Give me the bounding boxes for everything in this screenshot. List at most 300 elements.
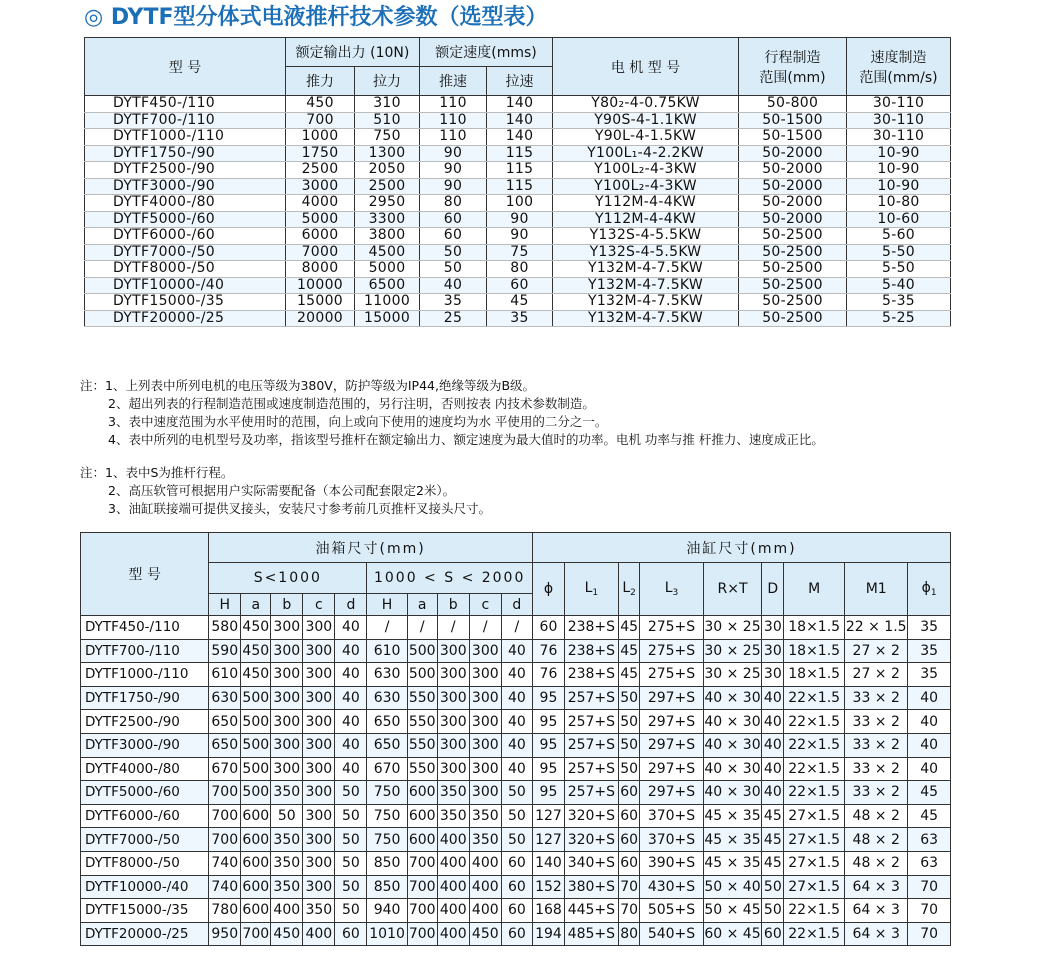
header-rated-speed: 额定速度(mms) bbox=[420, 38, 553, 67]
value-cell: 22×1.5 bbox=[784, 781, 845, 805]
value-cell: 1000 bbox=[286, 129, 355, 146]
value-cell: 48 × 2 bbox=[845, 828, 908, 852]
table-row bbox=[81, 710, 951, 734]
header-m: M bbox=[784, 563, 845, 616]
value-cell: 300 bbox=[271, 710, 303, 734]
value-cell: 450 bbox=[241, 616, 271, 640]
value-cell: Y100L₂-4-3KW bbox=[553, 162, 739, 179]
value-cell: 500 bbox=[241, 710, 271, 734]
value-cell: 50 bbox=[618, 710, 640, 734]
value-cell: 40 bbox=[762, 733, 784, 757]
value-cell: 50-2500 bbox=[739, 228, 847, 245]
value-cell: 30-110 bbox=[847, 96, 951, 113]
value-cell: 450 bbox=[241, 663, 271, 687]
value-cell: 70 bbox=[908, 875, 951, 899]
value-cell: 50 bbox=[335, 804, 367, 828]
value-cell: 18×1.5 bbox=[784, 639, 845, 663]
value-cell: 450 bbox=[241, 639, 271, 663]
value-cell: 45 × 35 bbox=[703, 804, 762, 828]
value-cell: 50-2500 bbox=[739, 261, 847, 278]
model-cell: DYTF2500-/90 bbox=[81, 710, 209, 734]
value-cell: 297+S bbox=[640, 686, 703, 710]
header-speed-range-line1: 速度制造 bbox=[870, 49, 927, 66]
header-c: c bbox=[469, 594, 501, 616]
value-cell: 40 × 30 bbox=[703, 733, 762, 757]
value-cell: 90 bbox=[487, 211, 553, 228]
value-cell: 350 bbox=[469, 804, 501, 828]
header-tank-dimensions: 油箱尺寸(mm) bbox=[209, 533, 533, 563]
model-cell: DYTF3000-/90 bbox=[81, 733, 209, 757]
value-cell: 10-90 bbox=[847, 162, 951, 179]
value-cell: 50 bbox=[335, 828, 367, 852]
value-cell: 850 bbox=[367, 875, 407, 899]
table-row bbox=[81, 663, 951, 687]
value-cell: 257+S bbox=[564, 757, 618, 781]
value-cell: 320+S bbox=[564, 828, 618, 852]
value-cell: 95 bbox=[532, 757, 564, 781]
value-cell: 850 bbox=[367, 851, 407, 875]
header-a: a bbox=[241, 594, 271, 616]
value-cell: 80 bbox=[618, 922, 640, 946]
value-cell: / bbox=[437, 616, 469, 640]
value-cell: 238+S bbox=[564, 663, 618, 687]
table-row bbox=[85, 145, 951, 162]
value-cell: 40 bbox=[762, 781, 784, 805]
value-cell: 300 bbox=[271, 639, 303, 663]
value-cell: 600 bbox=[241, 851, 271, 875]
header-l1-sub: 1 bbox=[592, 588, 599, 598]
value-cell: 60 bbox=[532, 616, 564, 640]
model-cell: DYTF15000-/35 bbox=[81, 899, 209, 923]
value-cell: 300 bbox=[437, 663, 469, 687]
table-row bbox=[85, 211, 951, 228]
table-row bbox=[81, 899, 951, 923]
table-row bbox=[85, 96, 951, 113]
value-cell: 5-35 bbox=[847, 294, 951, 311]
value-cell: 22×1.5 bbox=[784, 733, 845, 757]
value-cell: 50-2000 bbox=[739, 145, 847, 162]
header-l3 bbox=[640, 563, 703, 616]
note-line: 3、表中速度范围为水平使用时的范围，向上或向下使用的速度均为水 平使用的二分之一。 bbox=[108, 414, 608, 429]
value-cell: 140 bbox=[487, 129, 553, 146]
value-cell: 50-2000 bbox=[739, 211, 847, 228]
value-cell: 300 bbox=[437, 733, 469, 757]
value-cell: 6000 bbox=[286, 228, 355, 245]
value-cell: 780 bbox=[209, 899, 241, 923]
value-cell: 90 bbox=[420, 162, 487, 179]
header-cylinder-dimensions: 油缸尺寸(mm) bbox=[532, 533, 950, 563]
value-cell: 80 bbox=[487, 261, 553, 278]
model-cell: DYTF2500-/90 bbox=[85, 162, 286, 179]
value-cell: 650 bbox=[209, 733, 241, 757]
value-cell: 4500 bbox=[355, 244, 420, 261]
value-cell: 33 × 2 bbox=[845, 757, 908, 781]
value-cell: Y100L₂-4-3KW bbox=[553, 178, 739, 195]
value-cell: 400 bbox=[437, 899, 469, 923]
value-cell: Y112M-4-4KW bbox=[553, 195, 739, 212]
value-cell: 27 × 2 bbox=[845, 639, 908, 663]
value-cell: 60 bbox=[501, 899, 532, 923]
value-cell: 5-40 bbox=[847, 277, 951, 294]
technical-parameters-table bbox=[84, 37, 951, 327]
value-cell: 297+S bbox=[640, 710, 703, 734]
value-cell: 115 bbox=[487, 178, 553, 195]
value-cell: 50 bbox=[335, 851, 367, 875]
value-cell: 650 bbox=[367, 733, 407, 757]
value-cell: 275+S bbox=[640, 616, 703, 640]
model-cell: DYTF1750-/90 bbox=[81, 686, 209, 710]
value-cell: 600 bbox=[241, 875, 271, 899]
value-cell: 6500 bbox=[355, 277, 420, 294]
value-cell: 50 bbox=[501, 781, 532, 805]
value-cell: 300 bbox=[437, 686, 469, 710]
value-cell: 90 bbox=[420, 145, 487, 162]
value-cell: 40 bbox=[335, 733, 367, 757]
value-cell: 580 bbox=[209, 616, 241, 640]
value-cell: 30 × 25 bbox=[703, 616, 762, 640]
value-cell: 35 bbox=[908, 639, 951, 663]
value-cell: 500 bbox=[407, 663, 437, 687]
model-cell: DYTF8000-/50 bbox=[81, 851, 209, 875]
value-cell: 10-90 bbox=[847, 145, 951, 162]
value-cell: 300 bbox=[303, 757, 335, 781]
value-cell: 40 bbox=[420, 277, 487, 294]
value-cell: 40 bbox=[908, 733, 951, 757]
table-row bbox=[85, 162, 951, 179]
value-cell: 370+S bbox=[640, 828, 703, 852]
value-cell: 600 bbox=[407, 781, 437, 805]
value-cell: 60 bbox=[618, 828, 640, 852]
value-cell: 300 bbox=[271, 663, 303, 687]
value-cell: 33 × 2 bbox=[845, 781, 908, 805]
header-a: a bbox=[407, 594, 437, 616]
value-cell: 600 bbox=[241, 899, 271, 923]
header-rxt: R×T bbox=[703, 563, 762, 616]
value-cell: 7000 bbox=[286, 244, 355, 261]
model-cell: DYTF7000-/50 bbox=[81, 828, 209, 852]
value-cell: 64 × 3 bbox=[845, 875, 908, 899]
value-cell: 300 bbox=[303, 616, 335, 640]
value-cell: 700 bbox=[407, 899, 437, 923]
page-title: ◎ DYTF型分体式电液推杆技术参数（选型表） bbox=[84, 5, 548, 30]
value-cell: 700 bbox=[407, 875, 437, 899]
value-cell: 152 bbox=[532, 875, 564, 899]
value-cell: 590 bbox=[209, 639, 241, 663]
value-cell: 300 bbox=[437, 639, 469, 663]
value-cell: 350 bbox=[303, 899, 335, 923]
header-pull-speed: 拉速 bbox=[487, 67, 553, 96]
value-cell: 33 × 2 bbox=[845, 686, 908, 710]
value-cell: 300 bbox=[469, 663, 501, 687]
model-cell: DYTF20000-/25 bbox=[85, 310, 286, 327]
value-cell: 76 bbox=[532, 639, 564, 663]
value-cell: 700 bbox=[286, 112, 355, 129]
value-cell: 45 bbox=[908, 781, 951, 805]
value-cell: 30-110 bbox=[847, 129, 951, 146]
value-cell: 2950 bbox=[355, 195, 420, 212]
value-cell: 740 bbox=[209, 851, 241, 875]
value-cell: 350 bbox=[437, 781, 469, 805]
header-h: H bbox=[367, 594, 407, 616]
model-cell: DYTF1750-/90 bbox=[85, 145, 286, 162]
header-l2-letter: L bbox=[622, 580, 631, 596]
value-cell: 45 × 35 bbox=[703, 828, 762, 852]
value-cell: 27×1.5 bbox=[784, 851, 845, 875]
value-cell: 18×1.5 bbox=[784, 663, 845, 687]
value-cell: / bbox=[501, 616, 532, 640]
header-phi: ϕ bbox=[532, 563, 564, 616]
value-cell: 22×1.5 bbox=[784, 757, 845, 781]
value-cell: 505+S bbox=[640, 899, 703, 923]
value-cell: 30 bbox=[762, 663, 784, 687]
value-cell: 63 bbox=[908, 851, 951, 875]
value-cell: 40 bbox=[335, 663, 367, 687]
table-row bbox=[81, 875, 951, 899]
value-cell: 115 bbox=[487, 145, 553, 162]
header-b: b bbox=[437, 594, 469, 616]
value-cell: 300 bbox=[437, 710, 469, 734]
value-cell: 60 × 45 bbox=[703, 922, 762, 946]
value-cell: / bbox=[469, 616, 501, 640]
table-row bbox=[85, 277, 951, 294]
value-cell: 3000 bbox=[286, 178, 355, 195]
value-cell: 750 bbox=[367, 828, 407, 852]
value-cell: 50 bbox=[762, 899, 784, 923]
value-cell: 300 bbox=[303, 781, 335, 805]
value-cell: 45 bbox=[618, 663, 640, 687]
value-cell: 1010 bbox=[367, 922, 407, 946]
value-cell: 510 bbox=[355, 112, 420, 129]
value-cell: 450 bbox=[469, 922, 501, 946]
value-cell: 11000 bbox=[355, 294, 420, 311]
value-cell: 40 bbox=[762, 686, 784, 710]
value-cell: 40 bbox=[501, 686, 532, 710]
value-cell: 40 bbox=[335, 686, 367, 710]
model-cell: DYTF20000-/25 bbox=[81, 922, 209, 946]
value-cell: 2500 bbox=[355, 178, 420, 195]
value-cell: 27×1.5 bbox=[784, 828, 845, 852]
value-cell: 40 × 30 bbox=[703, 710, 762, 734]
value-cell: 40 bbox=[335, 639, 367, 663]
value-cell: 18×1.5 bbox=[784, 616, 845, 640]
value-cell: 45 bbox=[618, 616, 640, 640]
value-cell: 60 bbox=[618, 804, 640, 828]
value-cell: 700 bbox=[209, 828, 241, 852]
model-cell: DYTF6000-/60 bbox=[81, 804, 209, 828]
value-cell: 40 bbox=[501, 639, 532, 663]
value-cell: 450 bbox=[286, 96, 355, 113]
value-cell: 400 bbox=[271, 899, 303, 923]
value-cell: 300 bbox=[303, 733, 335, 757]
value-cell: 297+S bbox=[640, 757, 703, 781]
value-cell: 50-2500 bbox=[739, 244, 847, 261]
header-rated-force: 额定输出力 (10N) bbox=[286, 38, 420, 67]
value-cell: 40 bbox=[908, 710, 951, 734]
notes-dimensions bbox=[80, 464, 491, 518]
header-b: b bbox=[271, 594, 303, 616]
value-cell: 500 bbox=[241, 733, 271, 757]
value-cell: 3800 bbox=[355, 228, 420, 245]
value-cell: 10-80 bbox=[847, 195, 951, 212]
value-cell: 257+S bbox=[564, 733, 618, 757]
value-cell: 650 bbox=[209, 710, 241, 734]
value-cell: 5-25 bbox=[847, 310, 951, 327]
value-cell: 750 bbox=[367, 781, 407, 805]
value-cell: 95 bbox=[532, 710, 564, 734]
value-cell: 40 bbox=[335, 616, 367, 640]
value-cell: 60 bbox=[501, 922, 532, 946]
model-cell: DYTF450-/110 bbox=[81, 616, 209, 640]
value-cell: 50 bbox=[501, 804, 532, 828]
value-cell: 300 bbox=[469, 710, 501, 734]
value-cell: 48 × 2 bbox=[845, 851, 908, 875]
value-cell: 15000 bbox=[355, 310, 420, 327]
value-cell: 80 bbox=[420, 195, 487, 212]
value-cell: 40 bbox=[501, 663, 532, 687]
value-cell: 50-2000 bbox=[739, 178, 847, 195]
table-row bbox=[85, 294, 951, 311]
value-cell: 50 bbox=[271, 804, 303, 828]
value-cell: 40 × 30 bbox=[703, 781, 762, 805]
note-line: 3、油缸联接端可提供叉接头，安装尺寸参考前几页推杆叉接头尺寸。 bbox=[108, 501, 491, 516]
header-phi1-sub: 1 bbox=[930, 588, 937, 598]
value-cell: 25 bbox=[420, 310, 487, 327]
header-pull: 拉力 bbox=[355, 67, 420, 96]
value-cell: 700 bbox=[209, 804, 241, 828]
value-cell: 5-50 bbox=[847, 244, 951, 261]
value-cell: 30 bbox=[762, 616, 784, 640]
value-cell: 50-1500 bbox=[739, 129, 847, 146]
header-stroke-range-line2: 范围(mm) bbox=[759, 69, 826, 86]
value-cell: 300 bbox=[303, 710, 335, 734]
value-cell: 630 bbox=[367, 663, 407, 687]
value-cell: 610 bbox=[209, 663, 241, 687]
model-cell: DYTF8000-/50 bbox=[85, 261, 286, 278]
value-cell: 22×1.5 bbox=[784, 922, 845, 946]
table-row bbox=[81, 757, 951, 781]
table-row bbox=[81, 616, 951, 640]
value-cell: 50-800 bbox=[739, 96, 847, 113]
value-cell: 310 bbox=[355, 96, 420, 113]
table-row bbox=[85, 261, 951, 278]
table-row bbox=[85, 178, 951, 195]
value-cell: 27×1.5 bbox=[784, 875, 845, 899]
table-row bbox=[85, 310, 951, 327]
value-cell: Y80₂-4-0.75KW bbox=[553, 96, 739, 113]
model-cell: DYTF10000-/40 bbox=[85, 277, 286, 294]
table-row bbox=[81, 804, 951, 828]
value-cell: 33 × 2 bbox=[845, 733, 908, 757]
value-cell: 500 bbox=[241, 686, 271, 710]
model-cell: DYTF450-/110 bbox=[85, 96, 286, 113]
value-cell: 90 bbox=[487, 228, 553, 245]
value-cell: 60 bbox=[501, 851, 532, 875]
value-cell: 500 bbox=[407, 639, 437, 663]
value-cell: 740 bbox=[209, 875, 241, 899]
value-cell: Y132M-4-7.5KW bbox=[553, 261, 739, 278]
header-s-1000-2000: 1000 < S < 2000 bbox=[367, 563, 533, 594]
value-cell: 300 bbox=[437, 757, 469, 781]
value-cell: 45 bbox=[762, 828, 784, 852]
table-row bbox=[81, 851, 951, 875]
model-cell: DYTF6000-/60 bbox=[85, 228, 286, 245]
value-cell: 110 bbox=[420, 129, 487, 146]
value-cell: 75 bbox=[487, 244, 553, 261]
value-cell: 20000 bbox=[286, 310, 355, 327]
value-cell: 700 bbox=[407, 922, 437, 946]
value-cell: 630 bbox=[209, 686, 241, 710]
value-cell: 76 bbox=[532, 663, 564, 687]
model-cell: DYTF10000-/40 bbox=[81, 875, 209, 899]
value-cell: 50 bbox=[762, 875, 784, 899]
value-cell: 60 bbox=[420, 211, 487, 228]
value-cell: 40 bbox=[335, 710, 367, 734]
model-cell: DYTF7000-/50 bbox=[85, 244, 286, 261]
value-cell: 600 bbox=[241, 828, 271, 852]
technical-parameters-body bbox=[85, 96, 951, 327]
value-cell: 550 bbox=[407, 686, 437, 710]
value-cell: 50 bbox=[420, 261, 487, 278]
value-cell: 600 bbox=[407, 828, 437, 852]
notes-motor bbox=[80, 377, 824, 449]
value-cell: 430+S bbox=[640, 875, 703, 899]
value-cell: 320+S bbox=[564, 804, 618, 828]
value-cell: 700 bbox=[209, 781, 241, 805]
value-cell: 300 bbox=[303, 851, 335, 875]
note-line: 注：1、表中S为推杆行程。 bbox=[80, 465, 234, 480]
value-cell: 50 × 40 bbox=[703, 875, 762, 899]
value-cell: 600 bbox=[407, 804, 437, 828]
value-cell: Y90S-4-1.1KW bbox=[553, 112, 739, 129]
model-cell: DYTF1000-/110 bbox=[81, 663, 209, 687]
value-cell: 350 bbox=[469, 828, 501, 852]
value-cell: 10-90 bbox=[847, 178, 951, 195]
value-cell: 257+S bbox=[564, 710, 618, 734]
value-cell: 35 bbox=[908, 663, 951, 687]
value-cell: 95 bbox=[532, 686, 564, 710]
table-row bbox=[85, 195, 951, 212]
value-cell: Y132S-4-5.5KW bbox=[553, 244, 739, 261]
value-cell: 70 bbox=[908, 922, 951, 946]
value-cell: 30 × 25 bbox=[703, 663, 762, 687]
value-cell: 300 bbox=[303, 686, 335, 710]
value-cell: 27 × 2 bbox=[845, 663, 908, 687]
value-cell: 940 bbox=[367, 899, 407, 923]
value-cell: 950 bbox=[209, 922, 241, 946]
value-cell: Y132S-4-5.5KW bbox=[553, 228, 739, 245]
value-cell: 35 bbox=[420, 294, 487, 311]
value-cell: 127 bbox=[532, 828, 564, 852]
model-cell: DYTF4000-/80 bbox=[85, 195, 286, 212]
value-cell: Y132M-4-7.5KW bbox=[553, 294, 739, 311]
value-cell: 45 bbox=[487, 294, 553, 311]
header-stroke-range-line1: 行程制造 bbox=[764, 49, 821, 66]
value-cell: 370+S bbox=[640, 804, 703, 828]
value-cell: 630 bbox=[367, 686, 407, 710]
value-cell: 194 bbox=[532, 922, 564, 946]
value-cell: / bbox=[407, 616, 437, 640]
value-cell: 650 bbox=[367, 710, 407, 734]
value-cell: 300 bbox=[303, 639, 335, 663]
model-cell: DYTF4000-/80 bbox=[81, 757, 209, 781]
value-cell: 700 bbox=[241, 922, 271, 946]
value-cell: 40 bbox=[335, 757, 367, 781]
value-cell: 750 bbox=[355, 129, 420, 146]
header-push-speed: 推速 bbox=[420, 67, 487, 96]
value-cell: 445+S bbox=[564, 899, 618, 923]
value-cell: Y132M-4-7.5KW bbox=[553, 277, 739, 294]
value-cell: 50 bbox=[501, 828, 532, 852]
